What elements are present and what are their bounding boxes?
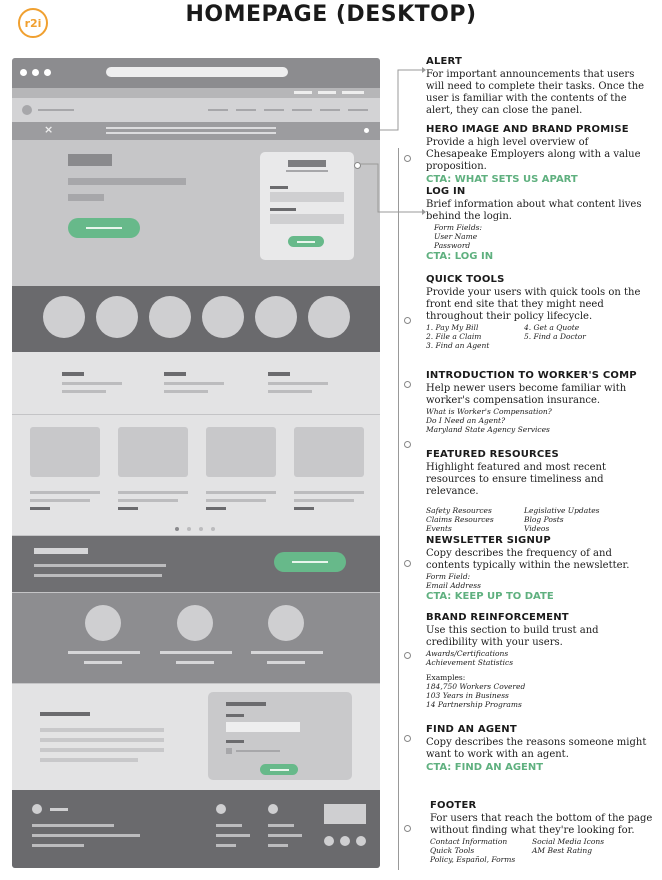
list-item: Quick Tools — [430, 846, 475, 855]
list-item: Achievement Statistics — [426, 658, 514, 667]
list-item: Do I Need an Agent? — [426, 416, 506, 425]
annotation-heading: FIND AN AGENT — [426, 724, 517, 735]
annotation-cta: CTA: FIND AN AGENT — [426, 762, 544, 773]
list-item: 3. Find an Agent — [426, 341, 490, 350]
list-item: 4. Get a Quote — [524, 323, 580, 332]
annotation-featured — [426, 449, 652, 533]
list-item: Blog Posts — [524, 515, 564, 524]
annotation-heading: HERO IMAGE AND BRAND PROMISE — [426, 124, 629, 135]
list-item: Legislative Updates — [524, 506, 600, 515]
annotation-body: Use this section to build trust and credibility with your users. — [426, 625, 599, 648]
list-item: Safety Resources — [426, 506, 492, 515]
list-item: Awards/Certifications — [426, 649, 509, 658]
list-item: 2. File a Claim — [426, 332, 482, 341]
annotation-heading: LOG IN — [426, 186, 466, 197]
examples-label: Examples: — [426, 673, 466, 682]
annotation-heading: NEWSLETTER SIGNUP — [426, 535, 551, 546]
timeline-node — [404, 825, 411, 832]
annotation-body: For important announcements that users will need to complete their tasks. Once the user is familiar with the contents of the alert, they can close the panel. — [426, 69, 645, 116]
annotation-body: Brief information about what content lives behind the login. — [426, 199, 642, 222]
timeline-node — [404, 735, 411, 742]
list-item: Social Media Icons — [532, 837, 605, 846]
example-item: 184,750 Workers Covered — [426, 682, 526, 691]
annotation-heading: FEATURED RESOURCES — [426, 449, 559, 460]
annotation-cta: CTA: WHAT SETS US APART — [426, 174, 578, 185]
annotation-body: Copy describes the reasons someone might want to work with an agent. — [426, 737, 647, 760]
list-item: What is Worker's Compensation? — [426, 407, 552, 416]
annotation-heading: INTRODUCTION TO WORKER'S COMP — [426, 370, 637, 381]
timeline-node — [404, 317, 411, 324]
annotation-cta: CTA: LOG IN — [426, 251, 494, 262]
fields-label: Form Field: — [426, 572, 471, 581]
annotation-heading: BRAND REINFORCEMENT — [426, 612, 569, 623]
annotation-hero — [426, 124, 652, 185]
annotation-body: Provide your users with quick tools on the front end site that they might need throughout their policy lifecycle. — [426, 287, 641, 322]
annotation-body: Help newer users become familiar with worker's compensation insurance. — [426, 383, 627, 406]
close-icon: × — [44, 123, 54, 136]
timeline-node — [404, 560, 411, 567]
list-item: AM Best Rating — [532, 846, 593, 855]
page-title: HOMEPAGE (DESKTOP) — [185, 2, 477, 27]
timeline-node — [404, 652, 411, 659]
r2i-logo: r2i — [18, 8, 48, 38]
annotation-newsletter — [426, 535, 652, 602]
timeline-node — [404, 155, 411, 162]
fields-label: Form Fields: — [434, 223, 483, 232]
annotation-brand — [426, 612, 652, 709]
list-item: Videos — [524, 524, 550, 533]
field-item: User Name — [434, 232, 478, 241]
annotation-agent — [426, 724, 652, 773]
timeline-line — [398, 148, 399, 870]
annotation-heading: QUICK TOOLS — [426, 274, 505, 285]
list-item: Policy, Español, Forms — [430, 855, 516, 864]
timeline-node — [404, 381, 411, 388]
annotation-quick-tools — [426, 274, 652, 350]
annotation-footer — [430, 800, 656, 864]
timeline-node — [404, 441, 411, 448]
annotation-heading: FOOTER — [430, 800, 477, 811]
annotation-body: Provide a high level overview of Chesapeake Employers along with a value proposition. — [426, 137, 641, 172]
annotation-login — [426, 186, 652, 262]
list-item: Events — [426, 524, 452, 533]
example-item: 103 Years in Business — [426, 691, 509, 700]
annotation-body: For users that reach the bottom of the page without finding what they're looking for. — [430, 813, 653, 836]
list-item: 1. Pay My Bill — [426, 323, 479, 332]
annotation-alert — [426, 56, 652, 117]
annotation-heading: ALERT — [426, 56, 463, 67]
annotation-body: Highlight featured and most recent resources to ensure timeliness and relevance. — [426, 462, 607, 497]
annotation-cta: CTA: KEEP UP TO DATE — [426, 591, 554, 602]
annotation-intro — [426, 370, 652, 434]
list-item: Claims Resources — [426, 515, 494, 524]
list-item: 5. Find a Doctor — [524, 332, 586, 341]
list-item: Contact Information — [430, 837, 508, 846]
annotation-body: Copy describes the frequency of and contents typically within the newsletter. — [426, 548, 630, 571]
example-item: 14 Partnership Programs — [426, 700, 522, 709]
field-item: Password — [434, 241, 471, 250]
field-item: Email Address — [426, 581, 481, 590]
list-item: Maryland State Agency Services — [426, 425, 550, 434]
